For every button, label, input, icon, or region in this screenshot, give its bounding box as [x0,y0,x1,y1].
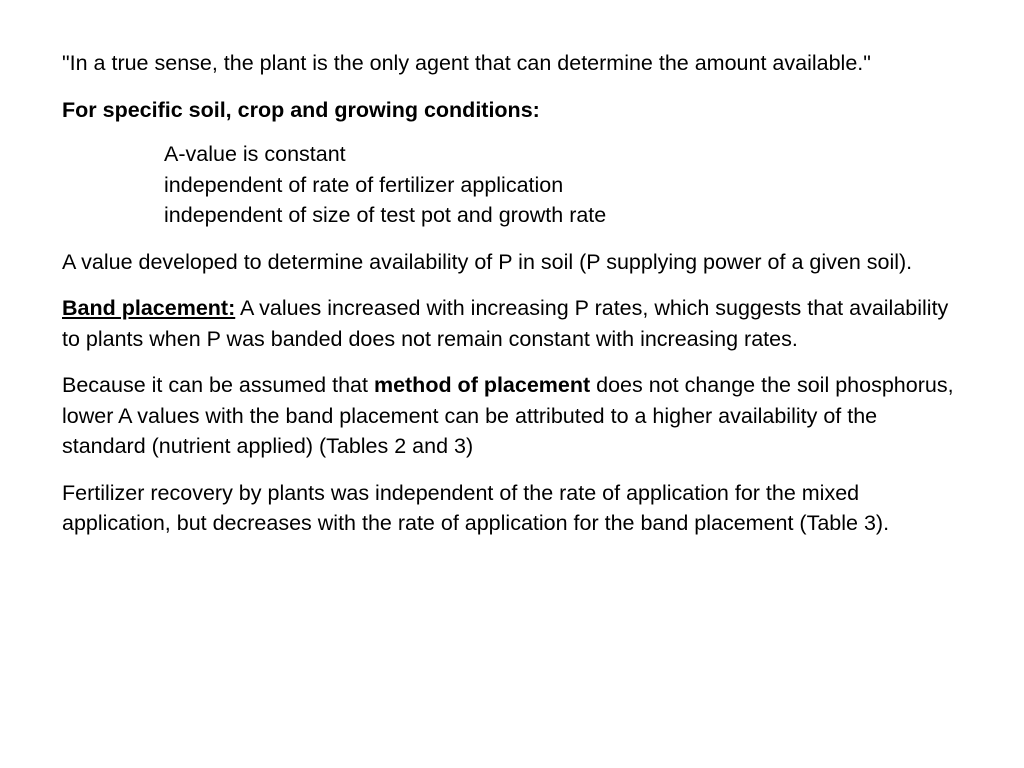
band-placement-label: Band placement: [62,296,236,320]
conditions-list [164,139,964,231]
method-text-after: does not change the soil phosphorus, lower A values with the band placement can be attributed to a higher availability of the standard (nutrient applied) (Tables 2 and 3) [62,373,954,458]
method-text-before: Because it can be assumed that [62,373,374,397]
method-paragraph [62,370,964,462]
band-placement-text: A values increased with increasing P rates, which suggests that availability to plants when P was banded does not remain constant with increasing rates. [62,296,949,351]
conditions-list-item: A-value is constant [164,142,346,166]
quote-paragraph: "In a true sense, the plant is the only agent that can determine the amount available." [62,51,871,75]
band-placement-paragraph [62,293,964,354]
conditions-heading: For specific soil, crop and growing conditions: [62,97,540,122]
conditions-list-item: independent of size of test pot and growth rate [164,203,607,227]
conditions-list-item: independent of rate of fertilizer application [164,172,564,197]
method-of-placement-emphasis: method of placement [373,373,591,397]
recovery-paragraph: Fertilizer recovery by plants was independent of the rate of application for the mixed application, but decreases with the rate of application for the band placement (Table 3). [62,480,890,535]
a-value-paragraph: A value developed to determine availability of P in soil (P supplying power of a given soil). [62,249,913,274]
